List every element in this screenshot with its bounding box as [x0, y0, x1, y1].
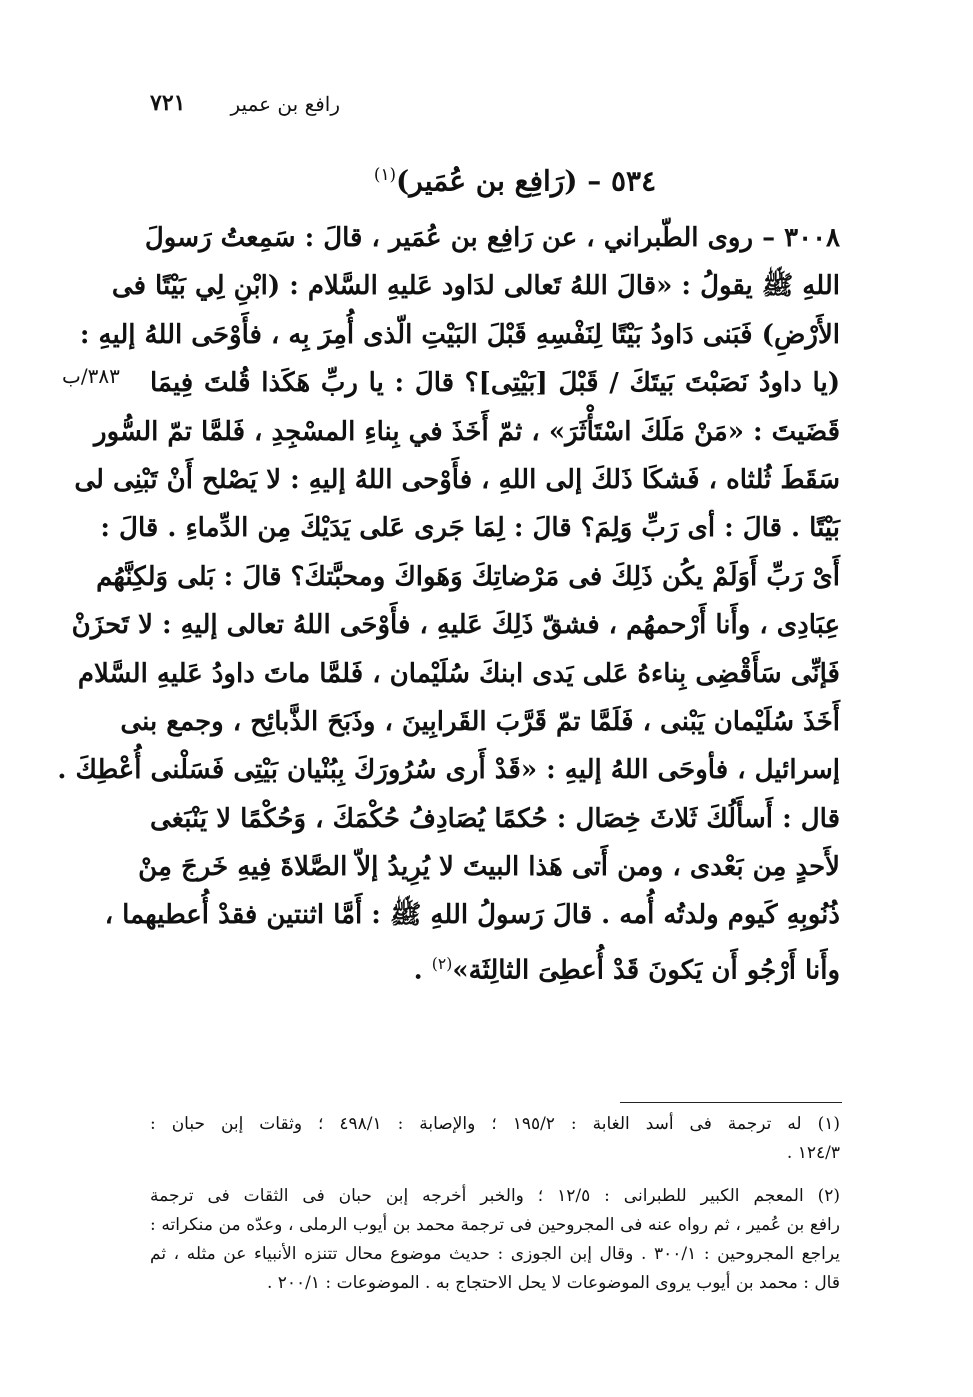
body-line: الأَرْضِ) فَبَنى دَاودُ بَيْتًا لِنَفْسِهِ قَبْلَ البَيْتِ الّذى أُمِرَ بِه ، فأَوْحَى اللهُ إليهِ : — [79, 319, 840, 350]
footnote-gap — [150, 1168, 840, 1182]
footnote-2-line: قال : محمد بن أيوب يروى الموضوعات لا يحل الاحتجاج به . الموضوعات : ٢٠٠/١ . — [266, 1273, 840, 1293]
body-line: ذُنُوبِهِ كَيوم ولدتُه أُمه . قالَ رَسولُ اللهِ ﷺ : أَمَّا اثنتين فقدْ أُعطيهما ، — [104, 900, 840, 931]
body-line: سَقَطَ ثُلثاه ، فَشكَا ذَلكَ إلى اللهِ ، فأَوْحى اللهُ إليهِ : لا يَصْلح أَنْ تَبْنِى لى — [74, 464, 840, 495]
body-line: قَضَيتَ : «مَنْ مَلَكَ اسْتَأْثَرَ» ، ثمّ أَخَذَ في بِناءِ المسْجِدِ ، فَلمَّا تمّ السُّور — [94, 416, 840, 447]
entry-heading-text: ٥٣٤ – (رَافِع بن عُمَير) — [396, 164, 657, 198]
footnote-2-line: (٢) المعجم الكبير للطبرانى : ١٢/٥ ؛ والخبر أخرجه إبن حبان فى الثقات فى ترجمة — [150, 1186, 840, 1206]
running-header — [150, 88, 340, 124]
body-line: (يا داودُ نَصَبْتَ بَيتَكَ / قَبْلَ [بَيْتِى]؟ قالَ : يا ربِّ هَكَذا قُلتَ فِيمَا — [150, 368, 840, 399]
footnotes — [150, 1110, 840, 1298]
body-line: لأَحدٍ مِن بَعْدى ، ومن أَتى هَذا البيتَ لا يُرِيدُ إلاّ الصَّلاةَ فِيهِ خَرجَ مِنْ — [138, 852, 840, 883]
footnote-1-line: (١) له ترجمة فى أسد الغابة : ١٩٥/٢ ؛ والإصابة : ٤٩٨/١ ؛ وثقات إبن حبان : — [150, 1114, 840, 1134]
footnote-2-line: يراجع المجروحين : ٣٠٠/١ . وقال إبن الجوزى : حديث موضوع محال تتنزه الأنبياء عن مثله ، ثم — [150, 1244, 840, 1264]
margin-manuscript-folio: ٣٨٣/ب — [62, 364, 120, 388]
running-header-title: رافع بن عمير — [230, 92, 340, 116]
body-line: أَخَذَ سُلَيْمان يَبْنى ، فَلَمَّا تمّ قَرَّبَ القَرابِينَ ، وذَبَحَ الذَّبائِح ، وجمع بنى — [120, 706, 840, 737]
body-line: فَإنِّى سَأَقْضِى بِناءهُ عَلى يَدى ابنكَ سُلَيْمان ، فَلمَّا ماتَ داودُ عَليهِ السَّلام — [77, 658, 840, 689]
page-number: ٧٢١ — [150, 90, 186, 116]
body-line: بَيْتًا . قالَ : أى رَبِّ وَلِمَ؟ قالَ : لِمَا جَرى عَلى يَدَيْكَ مِن الدِّماءِ . قالَ : — [100, 513, 840, 544]
footnote-1-line: ١٢٤/٣ . — [786, 1143, 840, 1163]
body-line: عِبَادِى ، وأَنا أَرْحمهُم ، فشقّ ذَلِكَ عَليهِ ، فأَوْحَى اللهُ تعالى إليهِ : لا تَحزَنْ — [71, 610, 840, 641]
footnote-ref-1[interactable]: (١) — [373, 164, 397, 184]
body-line-tail: . — [413, 955, 432, 986]
body-line: إسرائيل ، فأوحَى اللهُ إليهِ : «قَدْ أَرى سُرُورَكَ بِبُنْيان بَيْتِى فَسَلْنى أُعْطِكَ . — [57, 755, 840, 786]
body-line: أَىْ رَبِّ أَوَلَمْ يكُن ذَلِكَ فى مَرْضاتِكَ وَهَواكَ ومحبَّتكَ؟ قالَ : بَلى وَلكِنَّهُم — [96, 561, 840, 592]
footnote-divider — [620, 1102, 842, 1103]
body-line: ٣٠٠٨ – روى الطّبراني ، عن رَافِع بن عُمَير ، قالَ : سَمِعتُ رَسولَ — [144, 223, 840, 253]
body-line: اللهِ ﷺ يقولُ : «قالَ اللهُ تَعالى لدَاود عَليهِ السَّلام : (ابْنِ لِي بَيْتًا فى — [111, 271, 840, 302]
entry-heading — [330, 164, 700, 197]
footnote-2-line: رافع بن عُمير ، ثم رواه عنه فى المجروحين فى ترجمة محمد بن أيوب الرملى ، وعدّه من منكراته : — [150, 1215, 840, 1235]
body-line-text: وأَنا أَرْجُو أَن يَكونَ قَدْ أُعطِىَ الثالِثَة» — [452, 955, 840, 986]
body-line-last — [150, 940, 840, 988]
footnote-ref-2[interactable]: (٢) — [431, 954, 453, 973]
body-line: قال : أَسأَلُكَ ثَلاثَ خِصَال : حُكمًا يُصَادِفُ حُكْمَكَ ، وَحُكْمًا لا يَنْبَغى — [150, 803, 840, 834]
